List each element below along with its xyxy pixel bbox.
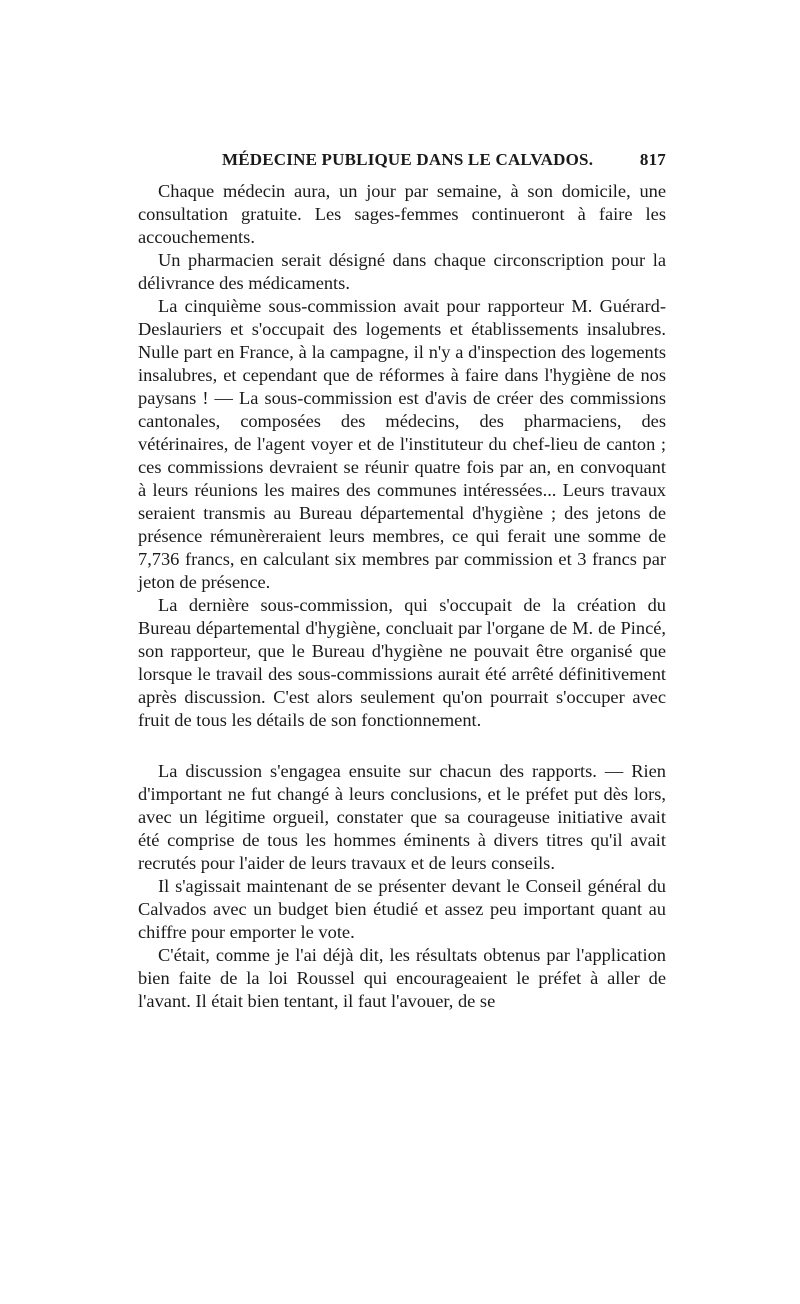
paragraph-loi-roussel: C'était, comme je l'ai déjà dit, les résultats obtenus par l'application bien faite de la loi Roussel qui encourageaient le préfet à aller de l'avant. Il était bien tentant, il faut l'avouer, de se <box>138 945 666 1011</box>
running-title: MÉDECINE PUBLIQUE DANS LE CALVADOS. <box>222 150 594 169</box>
paragraph-derniere-sous-commission: La dernière sous-commission, qui s'occupait de la création du Bureau départemental d'hygiène, concluait par l'organe de M. de Pincé, son rapporteur, que le Bureau d'hygiène ne pouvait être organisé que lorsque le travail des sous-commissions aurait été arrêté définitivement après discussion. C'est alors seulement qu'on pourrait s'occuper avec fruit de tous les détails de son fonctionnement. <box>138 595 666 730</box>
paragraph-pharmacien: Un pharmacien serait désigné dans chaque circonscription pour la délivrance des médicaments. <box>138 250 666 293</box>
paragraph-discussion: La discussion s'engagea ensuite sur chacun des rapports. — Rien d'important ne fut changé à leurs conclusions, et le préfet put dès lors, avec un légitime orgueil, constater que sa courageuse initiative avait été comprise de tous les hommes éminents à divers titres qu'il avait recrutés pour l'aider de leurs travaux et de leurs conseils. <box>138 761 666 873</box>
book-page <box>138 150 666 1013</box>
paragraph-cinquieme-sous-commission: La cinquième sous-commission avait pour rapporteur M. Guérard-Deslauriers et s'occupait des logements et établissements insalubres. Nulle part en France, à la campagne, il n'y a d'inspection des logements insalubres, et cependant que de réformes à faire dans l'hygiène de nos paysans ! — La sous-commission est d'avis de créer des commissions cantonales, composées des médecins, des pharmaciens, des vétérinaires, de l'agent voyer et de l'instituteur du chef-lieu de canton ; ces commissions devraient se réunir quatre fois par an, en convoquant à leurs réunions les maires des communes intéressées... Leurs travaux seraient transmis au Bureau départemental d'hygiène ; des jetons de présence rémunèreraient leurs membres, ce qui ferait une somme de 7,736 francs, en calculant six membres par commission et 3 francs par jeton de présence. <box>138 296 666 592</box>
page-number: 817 <box>639 150 666 169</box>
paragraph-conseil-general: Il s'agissait maintenant de se présenter devant le Conseil général du Calvados avec un budget bien étudié et assez peu important quant au chiffre pour emporter le vote. <box>138 876 666 942</box>
running-header <box>138 150 666 180</box>
paragraph-consultation: Chaque médecin aura, un jour par semaine, à son domicile, une consultation gratuite. Les sages-femmes continueront à faire les accouchements. <box>138 181 666 247</box>
